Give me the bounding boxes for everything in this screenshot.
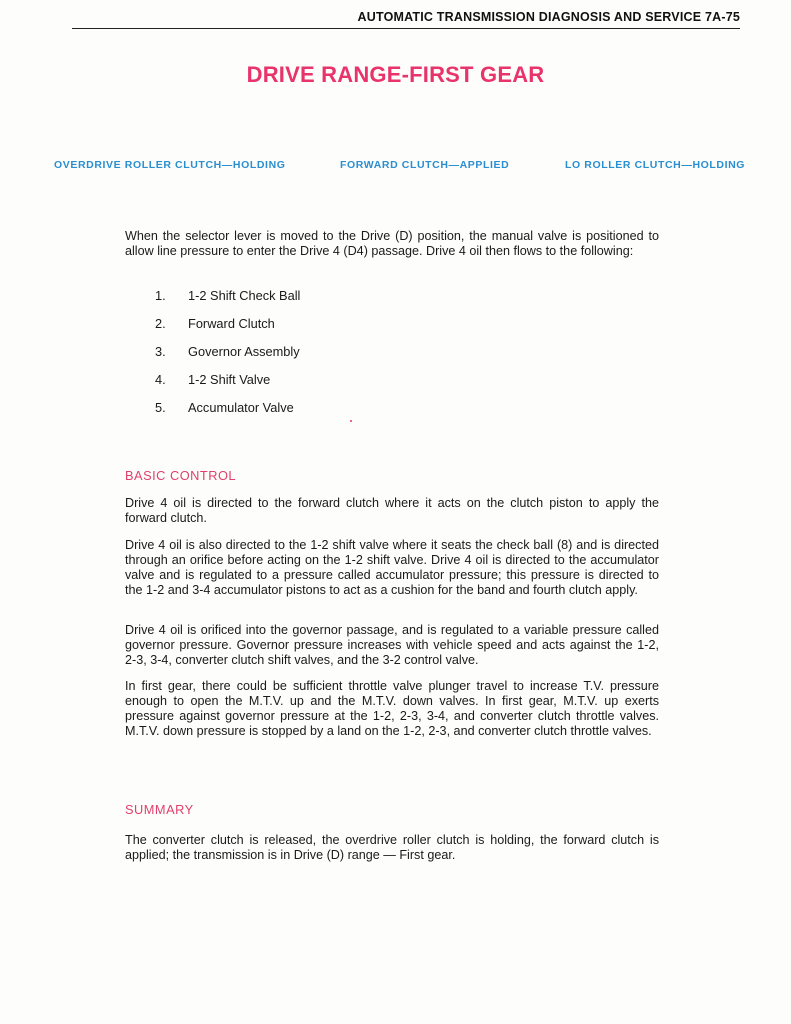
page-title: DRIVE RANGE-FIRST GEAR — [246, 62, 545, 87]
summary-heading: SUMMARY — [125, 802, 194, 817]
print-mark — [350, 420, 352, 422]
list-item — [155, 316, 455, 344]
summary-paragraph: The converter clutch is released, the overdrive roller clutch is holding, the forward clutch is applied; the transmission is in Drive (D) range — First gear. — [125, 833, 659, 862]
status-lo-roller-clutch: LO ROLLER CLUTCH—HOLDING — [565, 159, 746, 171]
list-item-number: 3. — [155, 344, 166, 359]
basic-control-heading: BASIC CONTROL — [125, 468, 237, 483]
basic-control-paragraph-2: Drive 4 oil is also directed to the 1-2 shift valve where it seats the check ball (8) and is directed through an orifice before acting on the 1-2 shift valve. Drive 4 oil is directed to the accumulator valve and is regulated to a pressure called accumulator pressure; this pressure is directed to the 1-2 and 3-4 accumulator pistons to act as a cushion for the band and fourth clutch apply. — [125, 538, 659, 597]
list-item-number: 2. — [155, 316, 166, 331]
list-item — [155, 344, 455, 372]
list-item-text: Governor Assembly — [188, 344, 300, 359]
oil-flow-list — [155, 288, 455, 428]
basic-control-paragraph-3: Drive 4 oil is orificed into the governor passage, and is regulated to a variable pressure called governor pressure. Governor pressure increases with vehicle speed and acts against the 1-2, 2-3, 3-4, converter clutch shift valves, and the 3-2 control valve. — [125, 623, 659, 667]
list-item-number: 5. — [155, 400, 166, 415]
status-forward-clutch: FORWARD CLUTCH—APPLIED — [340, 159, 510, 171]
list-item — [155, 288, 455, 316]
intro-paragraph: When the selector lever is moved to the Drive (D) position, the manual valve is positioned to allow line pressure to enter the Drive 4 (D4) passage. Drive 4 oil then flows to the following: — [125, 229, 659, 258]
list-item-number: 1. — [155, 288, 166, 303]
basic-control-paragraph-4: In first gear, there could be sufficient throttle valve plunger travel to increase T.V. pressure enough to open the M.T.V. up and the M.T.V. down valves. In first gear, M.T.V. up exerts pressure against governor pressure at the 1-2, 2-3, 3-4, and converter clutch throttle valves. M.T.V. down pressure is stopped by a land on the 1-2, 2-3, and converter clutch throttle valves. — [125, 679, 659, 738]
list-item-text: 1-2 Shift Valve — [188, 372, 271, 387]
list-item-text: Forward Clutch — [188, 316, 275, 331]
basic-control-paragraph-1: Drive 4 oil is directed to the forward clutch where it acts on the clutch piston to apply the forward clutch. — [125, 496, 659, 525]
list-item — [155, 400, 455, 428]
list-item-number: 4. — [155, 372, 166, 387]
list-item-text: 1-2 Shift Check Ball — [188, 288, 301, 303]
header-title: AUTOMATIC TRANSMISSION DIAGNOSIS AND SERVICE 7A-75 — [357, 10, 740, 24]
page-header — [72, 6, 740, 29]
list-item — [155, 372, 455, 400]
list-item-text: Accumulator Valve — [188, 400, 294, 415]
status-overdrive-roller-clutch: OVERDRIVE ROLLER CLUTCH—HOLDING — [54, 159, 286, 171]
